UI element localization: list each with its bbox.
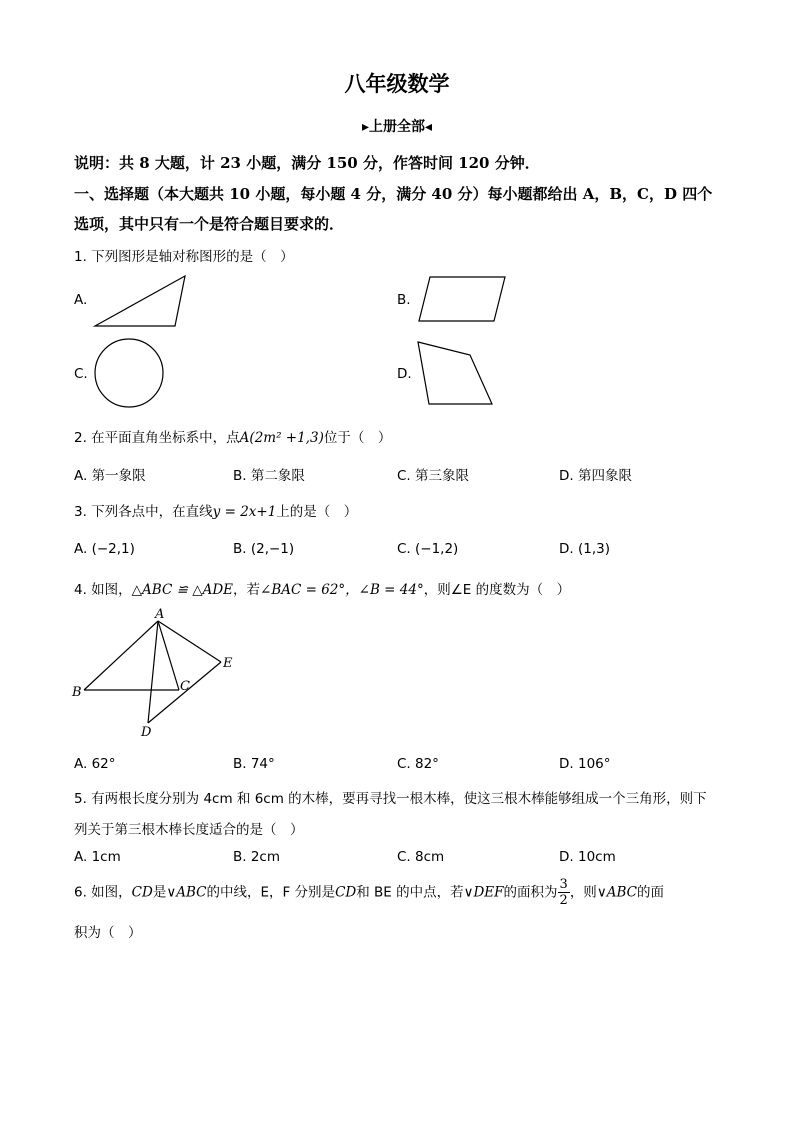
question-4-stem-mid: ，若 — [233, 582, 261, 598]
question-6-triangle-def: ∨DEF — [463, 884, 504, 901]
question-5-stem-line1: 5. 有两根长度分别为 4cm 和 6cm 的木棒，要再寻找一根木棒，使这三根木棒能够组成一个三角形，则下 — [74, 791, 707, 807]
question-6-fraction-denominator: 2 — [559, 893, 568, 908]
question-4-angles: ∠BAC = 62°，∠B = 44° — [260, 582, 424, 598]
question-5-stem-line2: 列关于第三根木棒长度适合的是（ ） — [74, 822, 304, 838]
question-2-option-a: A. 第一象限 — [74, 468, 146, 484]
question-1-stem: 1. 下列图形是轴对称图形的是（ ） — [74, 249, 294, 265]
question-6-area-fraction — [558, 877, 570, 908]
question-4-option-d: D. 106° — [559, 756, 611, 772]
question-3-line-equation: y = 2x+1 — [212, 504, 277, 520]
question-6-stem-a: 是 — [152, 884, 167, 901]
question-6-stem-d: 的面积为 — [503, 884, 558, 901]
question-4-congruence: △ABC ≌ △ADE — [131, 582, 234, 598]
question-2-point: A(2m² +1,3) — [239, 430, 324, 446]
page-title: 八年级数学 — [344, 72, 450, 96]
question-6-stem-line1 — [74, 877, 664, 908]
question-4-label-b: B — [72, 685, 82, 700]
question-1-option-b: B. — [397, 292, 411, 308]
question-1-option-c: C. — [74, 366, 88, 382]
question-4-label-e: E — [223, 656, 233, 671]
question-6-stem-c: 和 BE 的中点，若 — [356, 884, 464, 901]
question-4-option-a: A. 62° — [74, 756, 116, 772]
question-2-stem-pre: 2. 在平面直角坐标系中，点 — [74, 430, 240, 446]
question-1-option-a: A. — [74, 292, 88, 308]
question-2-stem-post: 位于（ ） — [323, 430, 392, 446]
question-5-option-c: C. 8cm — [397, 849, 445, 865]
section-heading-line1: 一、选择题（本大题共 10 小题，每小题 4 分，满分 40 分）每小题都给出 A，B，C，D 四个 — [74, 185, 713, 203]
question-5-option-d: D. 10cm — [559, 849, 616, 865]
question-3-stem — [74, 500, 357, 520]
question-2-option-d: D. 第四象限 — [559, 468, 632, 484]
question-3-option-c: C. (−1,2) — [397, 541, 459, 557]
question-3-option-d: D. (1,3) — [559, 541, 610, 557]
question-6-stem-b: 的中线，E，F 分别是 — [206, 884, 336, 901]
section-heading-line2: 选项，其中只有一个是符合题目要求的． — [74, 215, 345, 233]
question-3-stem-post: 上的是（ ） — [276, 504, 358, 520]
question-2-stem — [74, 426, 391, 446]
question-4-label-d: D — [141, 725, 152, 740]
question-6-stem-f: 的面 — [636, 884, 664, 901]
question-6-fraction-numerator: 3 — [559, 877, 568, 892]
question-6-segment-cd-2: CD — [335, 884, 357, 901]
question-1-option-d: D. — [397, 366, 412, 382]
question-2-option-c: C. 第三象限 — [397, 468, 470, 484]
question-4-label-c: C — [180, 679, 190, 694]
exam-note: 说明：共 8 大题，计 23 小题，满分 150 分，作答时间 120 分钟． — [74, 154, 540, 172]
question-4-stem-pre: 4. 如图， — [74, 582, 132, 598]
question-5-option-a: A. 1cm — [74, 849, 121, 865]
page-subtitle: ▸上册全部◂ — [361, 119, 433, 135]
question-3-option-a: A. (−2,1) — [74, 541, 135, 557]
question-4-stem-post: ，则∠E 的度数为（ ） — [423, 582, 571, 598]
question-5-option-b: B. 2cm — [233, 849, 281, 865]
question-3-stem-pre: 3. 下列各点中，在直线 — [74, 504, 213, 520]
question-6-triangle-abc-2: ∨ABC — [596, 884, 637, 901]
question-3-option-b: B. (2,−1) — [233, 541, 295, 557]
question-6-stem-line2: 积为（ ） — [74, 925, 142, 941]
question-4-option-b: B. 74° — [233, 756, 275, 772]
question-6-triangle-abc: ∨ABC — [166, 884, 207, 901]
question-6-stem-pre: 6. 如图， — [74, 884, 132, 901]
question-6-segment-cd: CD — [131, 884, 153, 901]
question-4-label-a: A — [155, 607, 165, 622]
question-2-option-b: B. 第二象限 — [233, 468, 305, 484]
question-6-stem-e: ，则 — [569, 884, 597, 901]
question-4-stem — [74, 578, 570, 598]
question-4-option-c: C. 82° — [397, 756, 439, 772]
